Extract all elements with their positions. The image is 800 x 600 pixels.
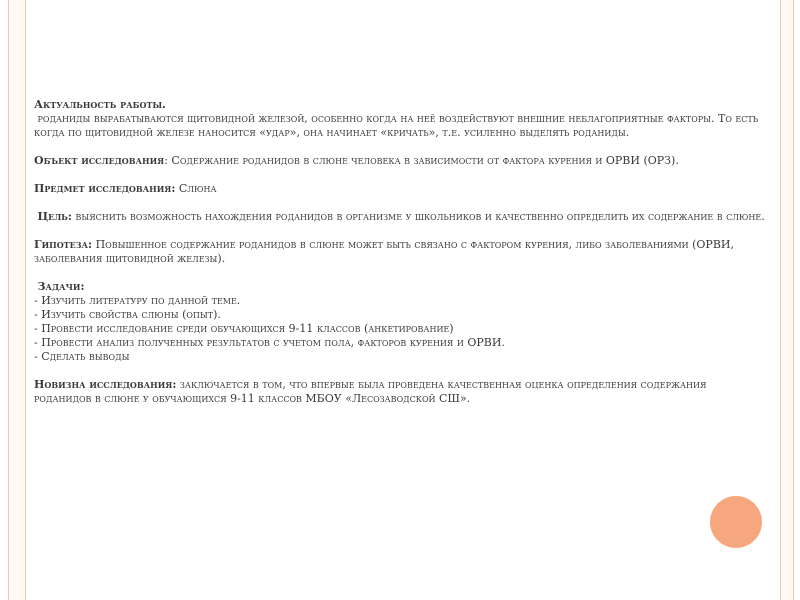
novelty-text: заключается в том, что впервые была проведена качественная оценка определения содержания роданидов в слюне у обучающихся 9-11 классов МБОУ «Лесозаводской СШ». <box>34 378 707 405</box>
object-text: : Содержание роданидов в слюне человека в зависимости от фактора курения и ОРВИ (ОРЗ). <box>164 154 679 167</box>
subject-text: Слюна <box>175 182 217 195</box>
goal-text: выяснить возможность нахождения роданидов в организме у школьников и качественно определить их содержание в слюне. <box>71 210 765 223</box>
object-paragraph <box>34 154 766 168</box>
left-frame-bar <box>8 0 26 600</box>
relevance-body: роданиды вырабатываются щитовидной железой, особенно когда на неё воздействуют внешние неблагоприятные факторы. То есть когда по щитовидной железе наносится «удар», она начинает «кричать», т.е. усиленно выделять роданиды. <box>34 112 759 139</box>
task-item: - Провести анализ полученных результатов с учетом пола, факторов курения и ОРВИ. <box>34 336 505 349</box>
slide-content <box>34 98 766 406</box>
hypothesis-text: Повышенное содержание роданидов в слюне может быть связано с фактором курения, либо заболеваниями (ОРВИ, заболевания щитовидной железы). <box>34 238 734 265</box>
subject-label: Предмет исследования: <box>34 182 176 195</box>
tasks-label-text: Задачи: <box>37 280 85 293</box>
task-item: - Изучить литературу по данной теме. <box>34 294 241 307</box>
subject-paragraph <box>34 182 766 196</box>
accent-circle <box>710 496 762 548</box>
task-item: - Провести исследование среди обучающихся 9-11 классов (анкетирование) <box>34 322 454 335</box>
tasks-label <box>34 280 766 294</box>
task-item: - Сделать выводы <box>34 350 130 363</box>
relevance-text <box>34 112 766 140</box>
goal-label: Цель: <box>37 210 72 223</box>
novelty-label: Новизна исследования: <box>34 378 177 391</box>
task-item: - Изучить свойства слюны (опыт). <box>34 308 221 321</box>
hypothesis-label: Гипотеза: <box>34 238 93 251</box>
right-frame-bar <box>780 0 794 600</box>
relevance-title: Актуальность работы. <box>34 98 166 111</box>
object-label: Объект исследования <box>34 154 165 167</box>
goal-paragraph <box>34 210 766 224</box>
hypothesis-paragraph <box>34 238 766 266</box>
novelty-paragraph <box>34 378 766 406</box>
